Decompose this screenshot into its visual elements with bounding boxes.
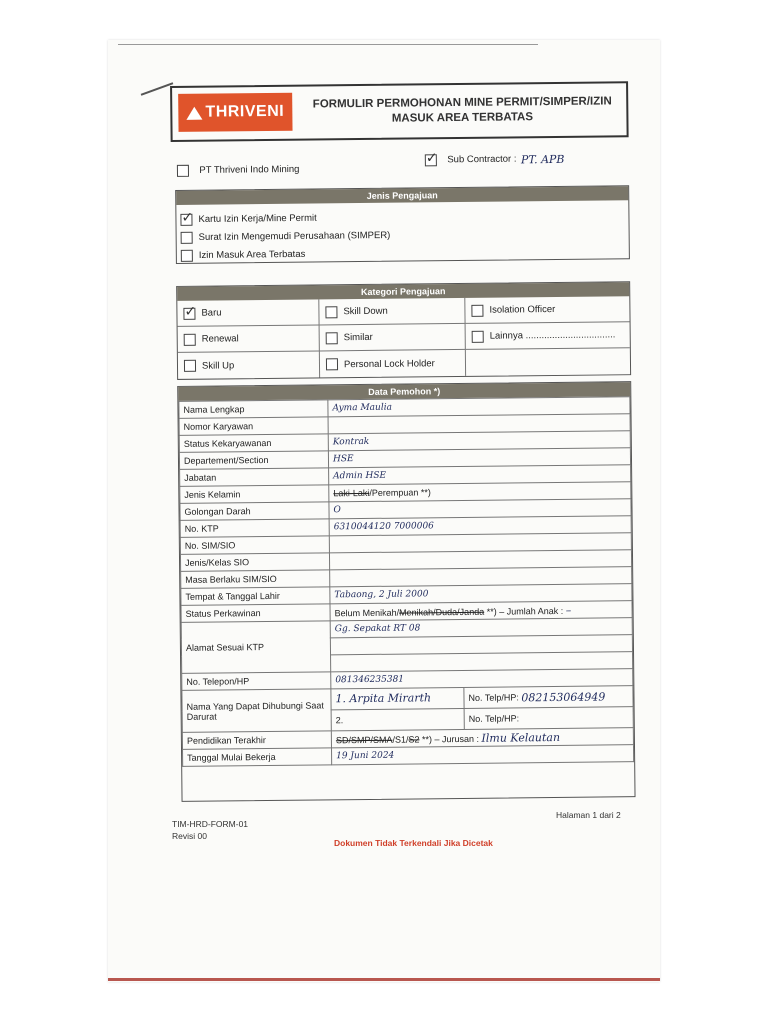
- darurat-name-1[interactable]: 1. Arpita Mirarth: [331, 688, 464, 709]
- kategori-option-renewal[interactable]: [178, 325, 320, 352]
- logo-triangle-icon: [186, 106, 202, 119]
- kategori-label: Skill Up: [201, 359, 235, 372]
- jumlah-anak-label: **) – Jumlah Anak :: [484, 605, 564, 617]
- field-label: Masa Berlaku SIM/SIO: [181, 570, 330, 589]
- field-label: Status Perkawinan: [181, 604, 330, 623]
- kategori-option-skill-up[interactable]: [178, 351, 320, 378]
- sub-contractor-value[interactable]: PT. APB: [520, 152, 565, 167]
- kategori-option-similar[interactable]: [320, 324, 466, 352]
- jurusan-label: **) – Jurusan :: [419, 733, 480, 744]
- jenis-pengajuan-header: Jenis Pengajuan: [176, 186, 628, 205]
- kategori-checkbox[interactable]: [184, 360, 196, 372]
- field-label: Departement/Section: [179, 451, 328, 470]
- jenis-item[interactable]: [181, 246, 306, 265]
- kategori-label: Lainnya ..................................: [489, 329, 616, 342]
- pt-thriveni-checkbox[interactable]: [177, 165, 189, 177]
- data-pemohon-table: [178, 396, 634, 767]
- pendidikan-struck-2: S2: [408, 733, 420, 745]
- darurat-name-2[interactable]: 2.: [332, 709, 465, 730]
- jenis-label: Surat Izin Mengemudi Perusahaan (SIMPER): [198, 229, 391, 243]
- departement-field[interactable]: HSE: [328, 448, 630, 468]
- sub-contractor-checkbox[interactable]: [425, 154, 437, 166]
- darurat-telp-label-1: No. Telp/HP:: [468, 692, 519, 703]
- kategori-label: Isolation Officer: [489, 303, 556, 316]
- jenis-item[interactable]: [180, 209, 316, 228]
- kategori-checkbox[interactable]: [183, 307, 195, 319]
- kategori-option-isolation-officer[interactable]: [465, 296, 629, 324]
- table-row: [183, 745, 634, 767]
- form-title-line2: MASUK AREA TERBATAS: [391, 111, 534, 125]
- field-label: Golongan Darah: [180, 502, 329, 521]
- nama-lengkap-field[interactable]: Ayma Maulia: [328, 397, 630, 417]
- form-title-line1: FORMULIR PERMOHONAN MINE PERMIT/SIMPER/IZIN: [312, 95, 612, 111]
- company-row: [177, 152, 627, 176]
- kategori-checkbox[interactable]: [325, 306, 337, 318]
- field-label: Alamat Sesuai KTP: [181, 621, 331, 674]
- field-label: Jabatan: [180, 468, 329, 487]
- field-label: Nomor Karyawan: [179, 417, 328, 436]
- kelamin-selected-option: /Perempuan **): [369, 487, 431, 498]
- kategori-label: Renewal: [201, 333, 239, 345]
- kategori-empty-cell: [466, 348, 630, 376]
- jenis-label: Kartu Izin Kerja/Mine Permit: [198, 212, 317, 225]
- jenis-checkbox[interactable]: [180, 214, 192, 226]
- pendidikan-struck-1: SD/SMP/SMA: [335, 734, 393, 745]
- jabatan-field[interactable]: Admin HSE: [329, 465, 631, 485]
- jenis-checkbox[interactable]: [181, 232, 193, 244]
- kategori-option-skill-down[interactable]: [319, 298, 465, 326]
- kategori-grid: [177, 296, 630, 379]
- pt-thriveni-label: PT Thriveni Indo Mining: [199, 163, 300, 176]
- kategori-checkbox[interactable]: [326, 332, 338, 344]
- tempat-tanggal-lahir-field[interactable]: Tabaong, 2 Juli 2000: [330, 584, 632, 604]
- tanggal-mulai-field[interactable]: 19 Juni 2024: [332, 745, 634, 765]
- kawin-selected-option: Belum Menikah/: [334, 607, 400, 618]
- darurat-telp-value-1[interactable]: 082153064949: [521, 689, 606, 704]
- revision-text: Revisi 00: [172, 831, 207, 841]
- data-pemohon-section: [177, 381, 635, 802]
- sub-contractor-option[interactable]: [425, 150, 565, 169]
- kategori-label: Personal Lock Holder: [343, 357, 435, 370]
- pt-thriveni-option[interactable]: [177, 161, 300, 180]
- jenis-pengajuan-section: [175, 185, 630, 264]
- kategori-label: Skill Down: [343, 305, 388, 318]
- form-code-text: TIM-HRD-FORM-01: [172, 819, 249, 829]
- kategori-option-lainnya[interactable]: [466, 322, 630, 350]
- kategori-label: Baru: [201, 307, 222, 319]
- kategori-label: Similar: [343, 331, 373, 344]
- field-label: Jenis Kelamin: [180, 485, 329, 504]
- jenis-item[interactable]: [181, 227, 391, 247]
- field-label: Pendidikan Terakhir: [182, 731, 331, 750]
- jenis-label: Izin Masuk Area Terbatas: [198, 248, 306, 261]
- thriveni-logo: [178, 93, 292, 132]
- uncontrolled-document-note: Dokumen Tidak Terkendali Jika Dicetak: [334, 838, 493, 848]
- no-telepon-field[interactable]: 081346235381: [331, 669, 633, 689]
- jenis-checkbox[interactable]: [181, 250, 193, 262]
- darurat-telp-label-2: No. Telp/HP:: [468, 713, 520, 724]
- alamat-field-line1[interactable]: Gg. Sepakat RT 08: [330, 618, 632, 638]
- jurusan-value[interactable]: Ilmu Kelautan: [481, 730, 561, 745]
- logo-text: THRIVENI: [205, 102, 285, 121]
- status-kekaryawanan-field[interactable]: Kontrak: [328, 431, 630, 451]
- sub-contractor-label: Sub Contractor :: [447, 153, 517, 166]
- kategori-checkbox[interactable]: [472, 330, 484, 342]
- field-label: No. KTP: [180, 519, 329, 538]
- form-header: [170, 81, 629, 142]
- top-edge-line: [118, 44, 538, 45]
- field-label: Status Kekaryawanan: [179, 434, 328, 453]
- page-number: Halaman 1 dari 2: [556, 810, 621, 820]
- form-code: [172, 818, 248, 842]
- kategori-checkbox[interactable]: [326, 358, 338, 370]
- kategori-checkbox[interactable]: [184, 333, 196, 345]
- field-label: Tanggal Mulai Bekerja: [183, 748, 332, 767]
- data-pemohon-header: Data Pemohon *): [178, 382, 630, 401]
- no-ktp-field[interactable]: 6310044120 7000006: [329, 516, 631, 536]
- kategori-pengajuan-section: [176, 281, 631, 380]
- kategori-option-personal-lock-holder[interactable]: [320, 350, 466, 378]
- kategori-checkbox[interactable]: [471, 304, 483, 316]
- jumlah-anak-value[interactable]: –: [565, 603, 572, 617]
- golongan-darah-field[interactable]: O: [329, 499, 631, 519]
- kelamin-struck-option: Laki-Laki: [333, 487, 370, 499]
- field-label: No. Telepon/HP: [182, 672, 331, 691]
- field-label: No. SIM/SIO: [180, 536, 329, 555]
- form-title: [298, 83, 627, 138]
- field-label: Jenis/Kelas SIO: [180, 553, 329, 572]
- bottom-edge-line: [108, 978, 660, 981]
- kategori-pengajuan-header: Kategori Pengajuan: [177, 282, 629, 301]
- field-label: Nama Lengkap: [179, 400, 328, 419]
- field-label: Nama Yang Dapat Dihubungi Saat Darurat: [182, 689, 331, 733]
- pendidikan-selected: /S1/: [392, 734, 409, 745]
- field-label: Tempat & Tanggal Lahir: [181, 587, 330, 606]
- form-sheet: [170, 75, 648, 820]
- kategori-option-baru[interactable]: [177, 299, 319, 326]
- kawin-struck-options: Menikah/Duda/Janda: [399, 606, 485, 618]
